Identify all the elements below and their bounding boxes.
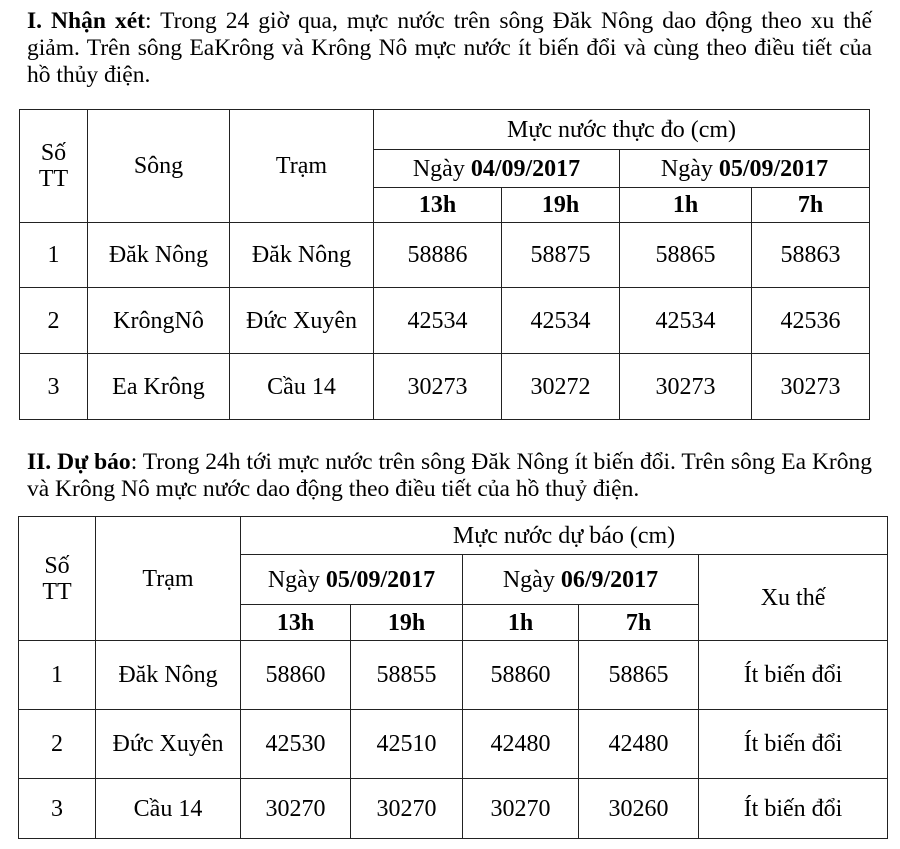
cell-stt: 1 <box>19 641 96 710</box>
cell-value: 30270 <box>463 779 579 839</box>
observation-text: Trong 24 giờ qua, mực nước trên sông Đăk Nông dao động theo xu thế giảm. Trên sông EaKrông và Krông Nô mực nước ít biến đổi và cùng theo điều tiết của hồ thủy điện. <box>27 8 872 88</box>
cell-value: 30273 <box>620 354 752 420</box>
cell-value: 58865 <box>579 641 699 710</box>
cell-value: 30273 <box>752 354 870 420</box>
cell-stt: 2 <box>19 710 96 779</box>
cell-value: 58860 <box>463 641 579 710</box>
cell-value: 30260 <box>579 779 699 839</box>
header-day-2: Ngày 05/09/2017 <box>620 150 870 188</box>
header-day-1: Ngày 05/09/2017 <box>241 555 463 605</box>
cell-trend: Ít biến đổi <box>699 710 888 779</box>
header-hour: 1h <box>620 188 752 223</box>
table-header-row <box>19 517 888 555</box>
table-row <box>19 779 888 839</box>
cell-value: 58875 <box>502 223 620 288</box>
header-song: Sông <box>88 110 230 223</box>
cell-stt: 1 <box>20 223 88 288</box>
cell-tram: Đức Xuyên <box>96 710 241 779</box>
cell-trend: Ít biến đổi <box>699 779 888 839</box>
header-tram: Trạm <box>96 517 241 641</box>
cell-song: KrôngNô <box>88 288 230 354</box>
cell-value: 42536 <box>752 288 870 354</box>
header-group-forecast: Mực nước dự báo (cm) <box>241 517 888 555</box>
observation-separator: : <box>144 8 152 34</box>
cell-stt: 2 <box>20 288 88 354</box>
cell-value: 42534 <box>374 288 502 354</box>
table-row <box>19 710 888 779</box>
cell-value: 30270 <box>241 779 351 839</box>
header-hour: 13h <box>374 188 502 223</box>
cell-stt: 3 <box>19 779 96 839</box>
cell-value: 42480 <box>579 710 699 779</box>
cell-value: 58863 <box>752 223 870 288</box>
forecast-heading: II. Dự báo <box>27 449 131 475</box>
cell-tram: Đăk Nông <box>96 641 241 710</box>
header-hour: 19h <box>351 605 463 641</box>
header-day-1: Ngày 04/09/2017 <box>374 150 620 188</box>
cell-tram: Đăk Nông <box>230 223 374 288</box>
cell-value: 30273 <box>374 354 502 420</box>
cell-song: Đăk Nông <box>88 223 230 288</box>
table-header-row <box>20 110 870 150</box>
cell-tram: Cầu 14 <box>96 779 241 839</box>
cell-song: Ea Krông <box>88 354 230 420</box>
header-hour: 1h <box>463 605 579 641</box>
header-group-measured: Mực nước thực đo (cm) <box>374 110 870 150</box>
header-hour: 19h <box>502 188 620 223</box>
header-so-tt: Số TT <box>20 110 88 223</box>
cell-value: 58886 <box>374 223 502 288</box>
header-hour: 13h <box>241 605 351 641</box>
cell-tram: Cầu 14 <box>230 354 374 420</box>
table-row <box>20 354 870 420</box>
forecast-paragraph <box>27 449 872 503</box>
table-row <box>19 641 888 710</box>
cell-value: 30270 <box>351 779 463 839</box>
cell-stt: 3 <box>20 354 88 420</box>
cell-value: 30272 <box>502 354 620 420</box>
cell-value: 58865 <box>620 223 752 288</box>
header-so-tt: Số TT <box>19 517 96 641</box>
forecast-separator: : <box>130 449 138 475</box>
cell-value: 42534 <box>502 288 620 354</box>
cell-value: 42534 <box>620 288 752 354</box>
observation-paragraph <box>27 8 872 89</box>
cell-value: 58855 <box>351 641 463 710</box>
measured-water-level-table <box>19 109 870 420</box>
cell-trend: Ít biến đổi <box>699 641 888 710</box>
header-trend: Xu thế <box>699 555 888 641</box>
header-day-2: Ngày 06/9/2017 <box>463 555 699 605</box>
header-hour: 7h <box>579 605 699 641</box>
cell-value: 42530 <box>241 710 351 779</box>
cell-value: 58860 <box>241 641 351 710</box>
forecast-text: Trong 24h tới mực nước trên sông Đăk Nông ít biến đổi. Trên sông Ea Krông và Krông Nô mực nước dao động theo điều tiết của hồ thuỷ điện. <box>27 449 872 502</box>
cell-tram: Đức Xuyên <box>230 288 374 354</box>
cell-value: 42480 <box>463 710 579 779</box>
table-row <box>20 288 870 354</box>
forecast-water-level-table <box>18 516 888 839</box>
cell-value: 42510 <box>351 710 463 779</box>
observation-heading: I. Nhận xét <box>27 8 145 34</box>
table-row <box>20 223 870 288</box>
header-hour: 7h <box>752 188 870 223</box>
header-tram: Trạm <box>230 110 374 223</box>
